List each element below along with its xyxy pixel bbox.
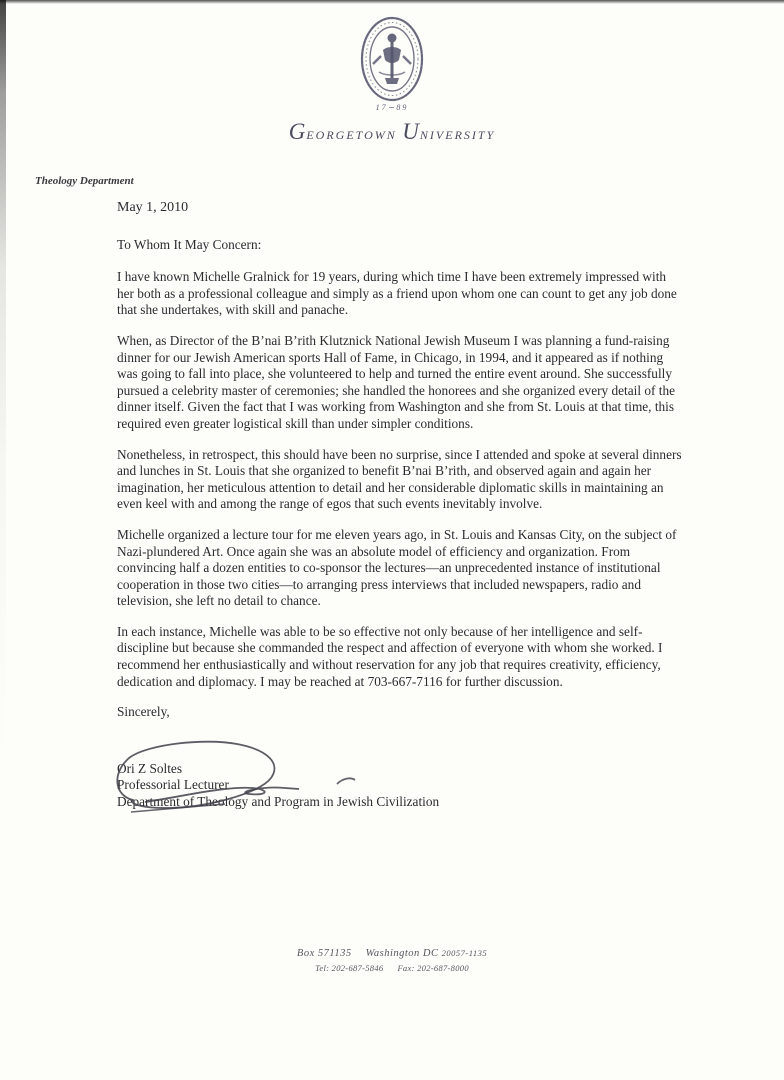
footer-fax: Fax: 202-687-8000 xyxy=(397,963,469,973)
paragraph-1: I have known Michelle Gralnick for 19 years, during which time I have been extremely impressed with her both as a professional colleague and simply as a friend upon whom one can count to get any job done that she undertakes, with skill and panache. xyxy=(117,269,677,318)
paragraph-3: Nonetheless, in retrospect, this should have been no surprise, since I attended and spoke at several dinners and lunches in St. Louis that she organized to benefit B’nai B’rith, and observed again and again her imagination, her meticulous attention to detail and her considerable diplomatic skills in maintaining an even keel with and among the range of egos that such events inevitably involve. xyxy=(117,446,682,512)
signer-title: Professorial Lecturer xyxy=(117,777,229,793)
wordmark-initial-u: U xyxy=(402,119,420,144)
wordmark-georgetown: EORGETOWN xyxy=(306,128,397,142)
scan-edge-top xyxy=(0,0,784,4)
letter-footer xyxy=(0,948,784,973)
georgetown-seal-icon xyxy=(359,16,425,112)
department-label: Theology Department xyxy=(35,175,134,187)
letter-date: May 1, 2010 xyxy=(117,200,189,215)
footer-box: Box 571135 xyxy=(296,948,352,959)
letter-body xyxy=(117,200,685,811)
salutation: To Whom It May Concern: xyxy=(117,236,262,252)
paragraph-2: When, as Director of the B’nai B’rith Klutznick National Jewish Museum I was planning a fund-raising dinner for our Jewish American sports Hall of Fame, in Chicago, in 1994, and it appeared as if nothing was going to fall into place, she volunteered to help and turned the entire event around. She successfully pursued a celebrity master of ceremonies; she handled the honorees and she organized every detail of the dinner itself. Given the fact that I was working from Washington and she from St. Louis at that time, this required even greater logistical skill than under simpler conditions. xyxy=(117,332,676,431)
letterhead xyxy=(0,16,784,145)
seal-year: 17∼89 xyxy=(375,103,409,112)
paragraph-4: Michelle organized a lecture tour for me eleven years ago, in St. Louis and Kansas City, on the subject of Nazi-plundered Art. Once again she was an absolute model of efficiency and organization. From convincing half a dozen entities to co-sponsor the lectures—an unprecedented instance of institutional cooperation in those two cities—to arranging press interviews that included newspapers, radio and television, she left no detail to chance. xyxy=(117,526,677,609)
signer-department: Department of Theology and Program in Jewish Civilization xyxy=(117,794,440,810)
wordmark-initial-g: G xyxy=(288,119,307,144)
footer-city: Washington DC xyxy=(365,948,439,959)
footer-zip: 20057-1135 xyxy=(441,948,488,958)
closing: Sincerely, xyxy=(117,704,170,720)
footer-contact xyxy=(0,963,784,973)
university-wordmark xyxy=(0,119,784,145)
footer-tel: Tel: 202-687-5846 xyxy=(315,963,384,973)
signer-name: Ori Z Soltes xyxy=(117,760,183,776)
footer-address xyxy=(0,948,784,959)
paragraph-5: In each instance, Michelle was able to be so effective not only because of her intelligence and self-discipline but because she commanded the respect and affection of everyone with whom she worked. I recommend her enthusiastically and without reservation for any job that requires creativity, efficiency, dedication and diplomacy. I may be reached at 703-667-7116 for further discussion. xyxy=(117,623,663,689)
wordmark-university: NIVERSITY xyxy=(419,128,496,142)
